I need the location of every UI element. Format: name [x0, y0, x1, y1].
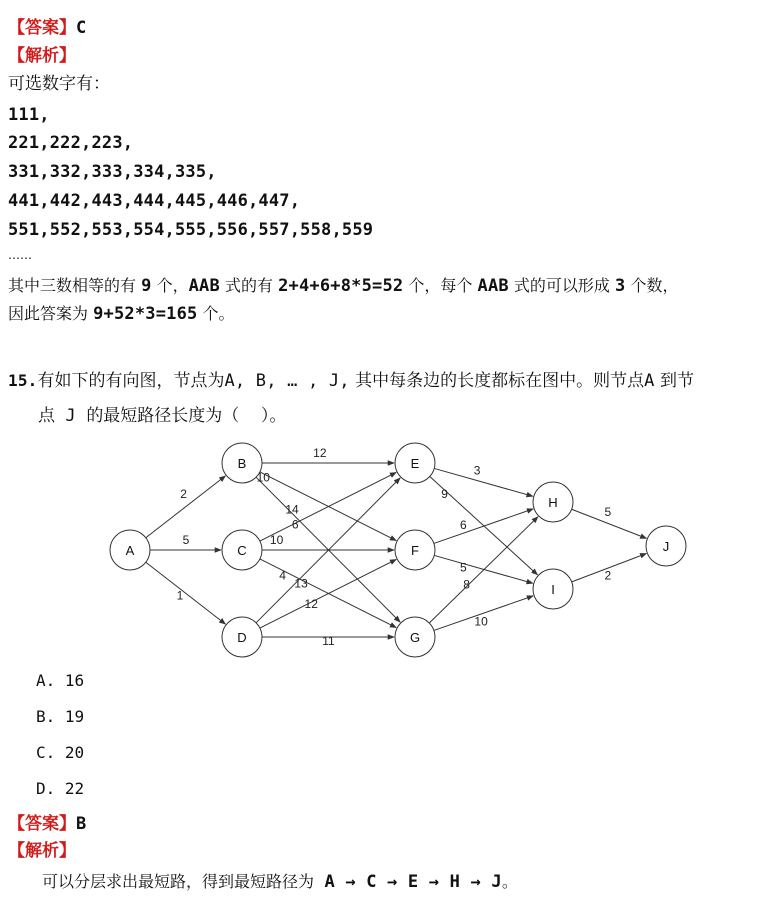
- node-h: [533, 482, 573, 522]
- weight-g-h: 8: [463, 577, 470, 592]
- node-label: G: [409, 630, 421, 645]
- weight-a-c: 5: [182, 533, 190, 547]
- prev-summary-2: 因此答案为 9+52*3=165 个。: [8, 304, 235, 324]
- analysis-line: [8, 840, 76, 862]
- node-a: [110, 530, 150, 570]
- prev-row-5: 551,552,553,554,555,556,557,558,559: [8, 220, 374, 240]
- answer-value: B: [76, 814, 87, 834]
- edge-e-h: [434, 468, 533, 496]
- node-g: [395, 617, 435, 657]
- node-label: J: [662, 539, 670, 554]
- node-d: [222, 617, 262, 657]
- weight-d-g: 11: [322, 634, 335, 648]
- prev-analysis-line: [8, 45, 76, 67]
- weight-b-f: 10: [256, 470, 270, 485]
- answer-line: [8, 813, 86, 835]
- node-j: [646, 526, 686, 566]
- answer-label: 【答案】: [8, 814, 76, 834]
- node-i: [533, 569, 573, 609]
- weight-f-h: 6: [459, 518, 467, 533]
- node-label: E: [410, 456, 420, 471]
- node-b: [222, 443, 262, 483]
- prev-intro: 可选数字有：: [8, 74, 110, 94]
- option-b: B. 19: [36, 707, 85, 726]
- analysis-text: 可以分层求出最短路，得到最短路径为 A → C → E → H → J。: [42, 872, 518, 892]
- node-f: [395, 530, 435, 570]
- weight-i-j: 2: [604, 568, 612, 583]
- question-line-1: 15.有如下的有向图，节点为A, B, … , J, 其中每条边的长度都标在图中。则节点A 到节: [8, 371, 694, 391]
- node-c: [222, 530, 262, 570]
- question-number: 15.: [8, 371, 38, 390]
- edge-a-d: [146, 562, 226, 624]
- weight-c-e: 6: [291, 517, 299, 532]
- weight-e-i: 9: [441, 487, 448, 502]
- prev-answer-label: 【答案】: [8, 18, 76, 38]
- node-label: D: [237, 630, 247, 645]
- prev-answer-value: C: [76, 18, 87, 38]
- weight-b-e: 12: [313, 446, 327, 460]
- weight-d-f: 12: [304, 597, 318, 612]
- option-a: A. 16: [36, 671, 85, 690]
- node-label: I: [551, 582, 555, 597]
- analysis-label: 【解析】: [8, 841, 76, 861]
- prev-row-2: 221,222,223,: [8, 133, 134, 153]
- edge-a-b: [146, 476, 226, 538]
- node-label: A: [125, 543, 135, 558]
- directed-graph: [0, 430, 765, 665]
- prev-row-3: 331,332,333,334,335,: [8, 162, 217, 182]
- weight-d-e: 13: [294, 576, 308, 591]
- edge-f-h: [434, 509, 533, 544]
- weight-h-j: 5: [604, 504, 612, 519]
- weight-c-g: 4: [279, 568, 286, 583]
- node-label: B: [237, 456, 247, 471]
- weight-g-i: 10: [474, 614, 488, 629]
- weight-a-d: 1: [176, 588, 184, 603]
- prev-answer-line: [8, 17, 86, 39]
- weight-e-h: 3: [473, 463, 481, 478]
- prev-row-1: 111,: [8, 105, 50, 125]
- prev-analysis-label: 【解析】: [8, 46, 76, 66]
- node-label: F: [411, 543, 419, 558]
- weight-f-i: 5: [459, 560, 467, 575]
- prev-row-4: 441,442,443,444,445,446,447,: [8, 191, 301, 211]
- weight-a-b: 2: [180, 487, 187, 502]
- node-label: C: [237, 543, 247, 558]
- option-d: D. 22: [36, 779, 85, 798]
- weight-c-f: 10: [269, 533, 284, 547]
- node-e: [395, 443, 435, 483]
- question-line-2: 点 J 的最短路径长度为（ ）。: [38, 406, 287, 426]
- option-c: C. 20: [36, 743, 85, 762]
- prev-ellipsis: ……: [8, 248, 32, 262]
- node-label: H: [548, 495, 558, 510]
- weight-b-g: 14: [285, 502, 299, 517]
- prev-summary-1: 其中三数相等的有 9 个，AAB 式的有 2+4+6+8*5=52 个，每个 AAB 式的可以形成 3 个数，: [8, 276, 679, 296]
- edge-g-h: [429, 517, 538, 623]
